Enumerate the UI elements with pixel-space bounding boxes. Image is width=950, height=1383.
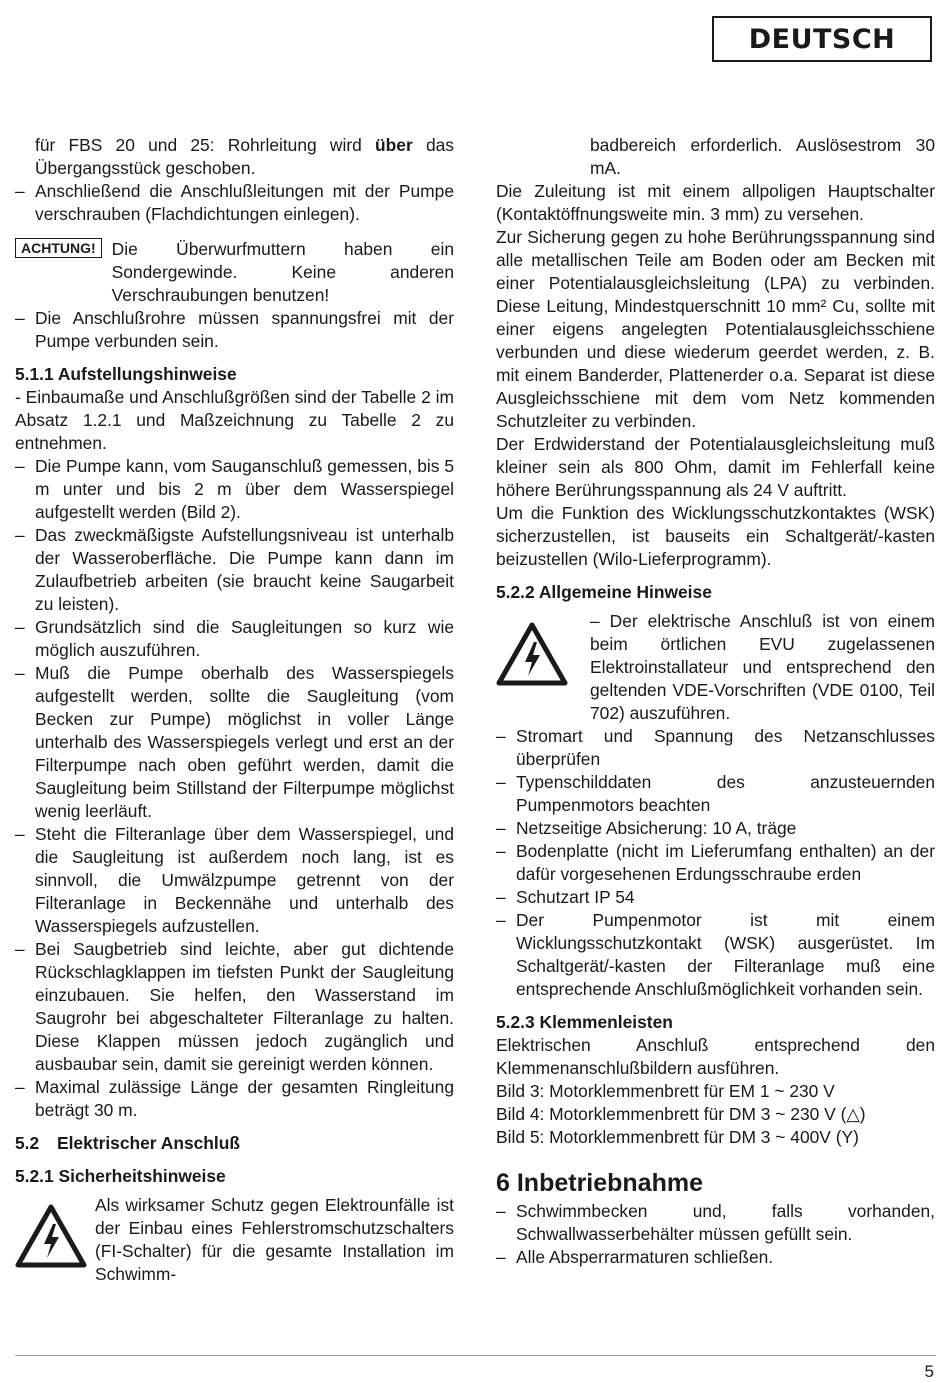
electrical-warning [15, 1194, 454, 1286]
section-heading: 5.2.1 Sicherheitshinweise [15, 1166, 226, 1186]
high-voltage-warning-icon [15, 1204, 95, 1274]
section-heading: 5.2.2 Allgemeine Hinweise [496, 582, 712, 602]
list-item: – Anschließend die Anschlußleitungen mit der Pumpe verschrauben (Flachdichtungen einlegen). [15, 180, 454, 226]
list-item: – Netzseitige Absicherung: 10 A, träge [496, 817, 935, 840]
electrical-warning [496, 610, 935, 725]
section-number: 5.2 [15, 1133, 40, 1153]
warning-text: Als wirksamer Schutz gegen Elektrounfälle ist der Einbau eines Fehlerstromschutzschalters (FI-Schalter) für die gesamte Installation im Schwimm- [95, 1195, 454, 1284]
paragraph: Elektrischen Anschluß entsprechend den Klemmenanschlußbildern ausführen. [496, 1035, 935, 1078]
paragraph: - Einbaumaße und Anschlußgrößen sind der Tabelle 2 im Absatz 1.2.1 und Maßzeichnung zu Tabelle 2 zu entnehmen. [15, 387, 454, 453]
footer-divider [15, 1355, 936, 1356]
figure-reference: Bild 4: Motorklemmenbrett für DM 3 ~ 230 V (△) [496, 1104, 866, 1124]
figure-reference: Bild 3: Motorklemmenbrett für EM 1 ~ 230 V [496, 1081, 835, 1101]
paragraph [15, 134, 454, 180]
left-column [15, 134, 454, 1286]
list-item: – Der Pumpenmotor ist mit einem Wicklungsschutzkontakt (WSK) ausgerüstet. Im Schaltgerät/-kasten der Filteranlage muß eine entsprechende Anschlußmöglichkeit vorhanden sein. [496, 909, 935, 1001]
section-heading: 5.2.3 Klemmenleisten [496, 1012, 673, 1032]
right-column [496, 134, 935, 1269]
caution-badge: ACHTUNG! [15, 238, 102, 258]
list-item: – Die Pumpe kann, vom Sauganschluß gemessen, bis 5 m unter und bis 2 m über dem Wasserspiegel aufgestellt werden (Bild 2). [15, 455, 454, 524]
list-item: – Grundsätzlich sind die Saugleitungen so kurz wie möglich auszuführen. [15, 616, 454, 662]
list-item: – Typenschilddaten des anzusteuernden Pumpenmotors beachten [496, 771, 935, 817]
high-voltage-warning-icon [496, 622, 576, 692]
list-item: – Steht die Filteranlage über dem Wasserspiegel, und die Saugleitung ist außerdem noch lang, ist es sinnvoll, die Umwälzpumpe getrennt von der Filteranlage in Beckennähe und unterhalb des Wasserspiegels aufzustellen. [15, 823, 454, 938]
paragraph: Zur Sicherung gegen zu hohe Berührungsspannung sind alle metallischen Teile am Boden oder am Becken mit einer Potentialausgleichsleitung (LPA) zu verbinden. Diese Leitung, Mindestquerschnitt 10 mm² Cu, sollte mit einer eigens angelegten Potentialausgleichsschiene verbunden und diese wiederum geerdet werden, z. B. mit einem Banderder, Plattenerder o.a. Separat ist diese Ausgleichsschiene mit dem vom Netz kommenden Schutzleiter zu verbinden. [496, 227, 935, 431]
list-item: – Die Anschlußrohre müssen spannungsfrei mit der Pumpe verbunden sein. [15, 307, 454, 353]
list-item: – Schwimmbecken und, falls vorhanden, Schwallwasserbehälter müssen gefüllt sein. [496, 1200, 935, 1246]
text: das Übergangsstück geschoben. [35, 135, 454, 178]
list-item: – Schutzart IP 54 [496, 886, 935, 909]
list-item: – Bodenplatte (nicht im Lieferumfang enthalten) an der dafür vorgesehenen Erdungsschraube erden [496, 840, 935, 886]
paragraph: Um die Funktion des Wicklungsschutzkontaktes (WSK) sicherzustellen, ist bauseits ein Schaltgerät/-kasten beizustellen (Wilo-Lieferprogramm). [496, 503, 935, 569]
list-item: – Muß die Pumpe oberhalb des Wasserspiegels aufgestellt werden, sollte die Saugleitung (vom Becken zur Pumpe) möglichst in voller Länge unterhalb des Wasserspiegels verlegt und erst an der Filterpumpe nach oben geführt werden, damit die Saugleitung beim Stillstand der Filterpumpe möglichst wenig leerläuft. [15, 662, 454, 823]
warning-text: – Der elektrische Anschluß ist von einem beim örtlichen EVU zugelassenen Elektroinstallateur und entsprechend den geltenden VDE-Vorschriften (VDE 0100, Teil 702) auszuführen. [590, 611, 935, 723]
text: für FBS 20 und 25: Rohrleitung wird [35, 135, 376, 155]
caution-note [15, 238, 454, 307]
bold-text: über [375, 135, 413, 155]
list-item: – Maximal zulässige Länge der gesamten Ringleitung beträgt 30 m. [15, 1076, 454, 1122]
section-title: Elektrischer Anschluß [57, 1133, 240, 1153]
section-heading [15, 1132, 454, 1155]
chapter-heading: 6 Inbetriebnahme [496, 1169, 703, 1197]
caution-text: Die Überwurfmuttern haben ein Sondergewinde. Keine anderen Verschraubungen benutzen! [111, 239, 454, 305]
list-item: – Das zweckmäßigste Aufstellungsniveau ist unterhalb der Wasseroberfläche. Die Pumpe kann dann im Zulaufbetrieb arbeiten (sie braucht keine Saugarbeit zu leisten). [15, 524, 454, 616]
paragraph: Die Zuleitung ist mit einem allpoligen Hauptschalter (Kontaktöffnungsweite min. 3 mm) zu versehen. [496, 181, 935, 224]
paragraph: Der Erdwiderstand der Potentialausgleichsleitung muß kleiner sein als 800 Ohm, damit im Fehlerfall keine höhere Berührungsspannung als 24 V auftritt. [496, 434, 935, 500]
list-item: – Bei Saugbetrieb sind leichte, aber gut dichtende Rückschlagklappen im tiefsten Punkt der Saugleitung einzubauen. Sie helfen, den Wasserstand im Saugrohr bei abgeschalteter Filteranlage zu halten. Diese Klappen müssen jedoch zugänglich und ausbaubar sein, damit sie gereinigt werden können. [15, 938, 454, 1076]
list-item: – Stromart und Spannung des Netzanschlusses überprüfen [496, 725, 935, 771]
figure-reference: Bild 5: Motorklemmenbrett für DM 3 ~ 400V (Y) [496, 1127, 859, 1147]
page-number: 5 [924, 1362, 934, 1381]
list-item: – Alle Absperrarmaturen schließen. [496, 1246, 935, 1269]
language-label: DEUTSCH [712, 16, 932, 62]
paragraph: badbereich erforderlich. Auslösestrom 30 mA. [590, 135, 935, 178]
section-heading: 5.1.1 Aufstellungshinweise [15, 364, 237, 384]
